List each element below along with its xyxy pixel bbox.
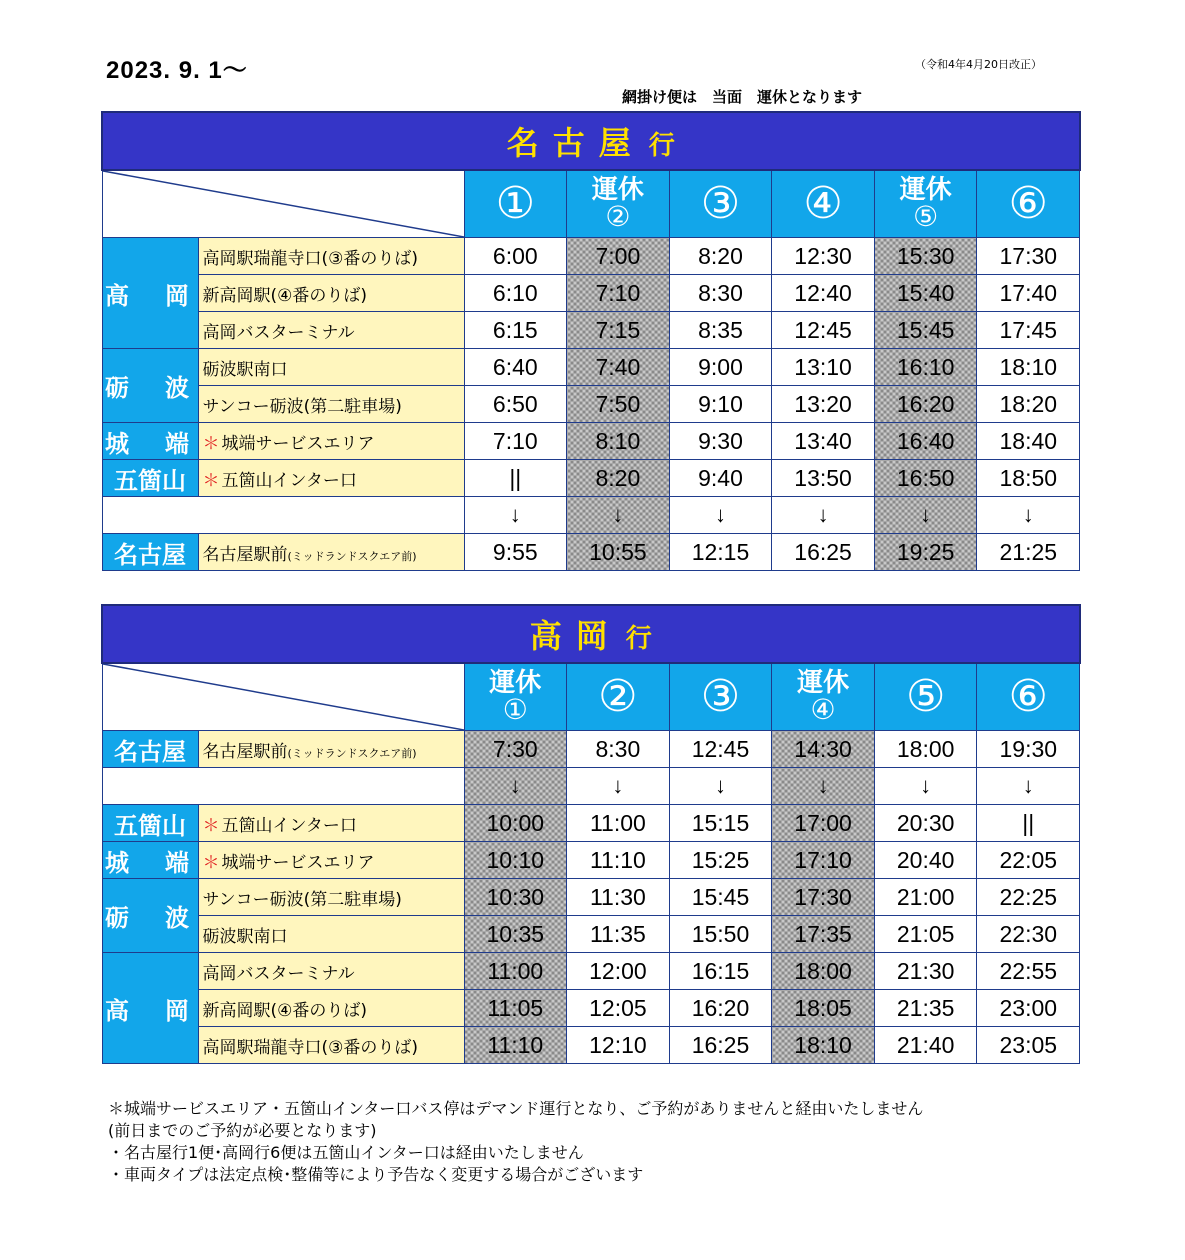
departure-time: 9:10	[669, 386, 772, 423]
departure-time: 7:10	[464, 423, 567, 460]
trip-header-4	[772, 663, 875, 731]
stop-name-text: 高岡バスターミナル	[202, 322, 355, 343]
area-label-gokayama: 五箇山	[102, 460, 198, 497]
stop-name	[198, 990, 464, 1027]
departure-time: 6:50	[464, 386, 567, 423]
departure-time: 9:00	[669, 349, 772, 386]
departure-time: 12:00	[567, 953, 670, 990]
area-label-tonami: 砺 波	[102, 879, 198, 953]
stop-name-text: 高岡駅瑞龍寺口(③番のりば)	[202, 248, 419, 269]
departure-time: 16:50	[874, 460, 977, 497]
departure-time: 7:15	[567, 312, 670, 349]
departure-time: 17:30	[772, 879, 875, 916]
stop-row	[102, 1027, 1080, 1064]
departure-time: 18:00	[874, 731, 977, 768]
departure-time: 9:30	[669, 423, 772, 460]
arrow-cell: ↓	[874, 768, 977, 805]
trip-header-4	[772, 170, 875, 238]
departure-time: 8:30	[567, 731, 670, 768]
stop-row	[102, 916, 1080, 953]
departure-time: 7:30	[464, 731, 567, 768]
stop-row	[102, 275, 1080, 312]
departure-time: 6:00	[464, 238, 567, 275]
stop-row	[102, 534, 1080, 571]
trip-header-3	[669, 170, 772, 238]
arrow-cell: ↓	[669, 768, 772, 805]
timetable-to-nagoya	[101, 111, 1081, 571]
departure-time: 7:50	[567, 386, 670, 423]
stop-name-text: 新高岡駅(④番のりば)	[202, 1000, 368, 1021]
revision-note: （令和4年4月20日改正）	[915, 58, 1042, 71]
arrow-cell: ↓	[977, 768, 1080, 805]
departure-time: 11:00	[567, 805, 670, 842]
departure-time: 15:40	[874, 275, 977, 312]
departure-time: 11:35	[567, 916, 670, 953]
departure-time: 22:30	[977, 916, 1080, 953]
arrow-cell: ↓	[567, 497, 670, 534]
trip-header-6	[977, 170, 1080, 238]
stop-name	[198, 879, 464, 916]
stop-name-text: 名古屋駅前	[202, 741, 288, 762]
stop-name-text: 高岡駅瑞龍寺口(③番のりば)	[202, 1037, 419, 1058]
stop-row	[102, 349, 1080, 386]
stop-row	[102, 805, 1080, 842]
area-label-nagoya: 名古屋	[102, 534, 198, 571]
departure-time: 17:40	[977, 275, 1080, 312]
departure-time: 11:30	[567, 879, 670, 916]
footnote: (前日までのご予約が必要となります)	[108, 1121, 377, 1140]
departure-time: 10:35	[464, 916, 567, 953]
departure-time: 13:40	[772, 423, 875, 460]
stop-name	[198, 805, 464, 842]
blank-cell	[102, 497, 464, 534]
departure-time: 17:35	[772, 916, 875, 953]
departure-time: 21:25	[977, 534, 1080, 571]
trip-header-1	[464, 663, 567, 731]
departure-time: 12:45	[772, 312, 875, 349]
trip-number: ③	[700, 671, 741, 722]
trip-number: ②	[598, 671, 638, 722]
departure-time: 21:05	[874, 916, 977, 953]
departure-time: 23:00	[977, 990, 1080, 1027]
stop-row	[102, 731, 1080, 768]
departure-time: ||	[464, 460, 567, 497]
departure-time: 17:10	[772, 842, 875, 879]
destination-suffix: 行	[648, 131, 675, 161]
stop-name-text: 高岡バスターミナル	[202, 963, 355, 984]
stop-name-text: 城端サービスエリア	[221, 433, 375, 454]
stop-name	[198, 312, 464, 349]
footnote: ・車両タイプは法定点検･整備等により予告なく変更する場合がございます	[108, 1165, 644, 1184]
trip-number: ⑥	[1008, 671, 1048, 722]
departure-time: 15:45	[669, 879, 772, 916]
stop-row	[102, 953, 1080, 990]
trip-header-6	[977, 663, 1080, 731]
destination-name: 名古屋	[506, 124, 645, 162]
stop-name	[198, 460, 464, 497]
departure-time: 16:20	[874, 386, 977, 423]
stop-row	[102, 386, 1080, 423]
suspended-label: 運休	[591, 175, 644, 205]
stop-name	[198, 534, 464, 571]
arrow-cell: ↓	[772, 768, 875, 805]
departure-time: 22:25	[977, 879, 1080, 916]
departure-time: 15:15	[669, 805, 772, 842]
stop-name-text: サンコー砺波(第二駐車場)	[202, 889, 402, 910]
departure-time: 7:10	[567, 275, 670, 312]
suspended-label: 運休	[899, 175, 952, 205]
arrow-row	[102, 497, 1080, 534]
trip-number: ⑥	[1008, 178, 1048, 229]
departure-time: 9:40	[669, 460, 772, 497]
departure-time: 8:20	[669, 238, 772, 275]
trip-number: ①	[502, 693, 528, 726]
stop-name	[198, 349, 464, 386]
stop-name-text: 五箇山インター口	[221, 470, 357, 491]
departure-time: 15:45	[874, 312, 977, 349]
destination-suffix: 行	[625, 624, 652, 654]
departure-time: 21:40	[874, 1027, 977, 1064]
stop-name	[198, 916, 464, 953]
suspended-label: 運休	[489, 668, 542, 698]
arrow-cell: ↓	[464, 768, 567, 805]
departure-time: 8:30	[669, 275, 772, 312]
stop-name	[198, 238, 464, 275]
departure-time: 18:10	[772, 1027, 875, 1064]
area-label-takaoka: 高 岡	[102, 953, 198, 1064]
stop-row	[102, 990, 1080, 1027]
departure-time: 16:10	[874, 349, 977, 386]
departure-time: 12:05	[567, 990, 670, 1027]
suspended-label: 運休	[797, 668, 850, 698]
stop-name-text: 城端サービスエリア	[221, 852, 375, 873]
trip-header-row	[102, 170, 1080, 238]
stop-row	[102, 879, 1080, 916]
stop-subname: (ミッドランドスクエア前)	[287, 746, 417, 760]
departure-time: 6:40	[464, 349, 567, 386]
area-label-tonami: 砺 波	[102, 349, 198, 423]
departure-time: 18:20	[977, 386, 1080, 423]
departure-time: ||	[977, 805, 1080, 842]
departure-time: 12:45	[669, 731, 772, 768]
departure-time: 6:10	[464, 275, 567, 312]
departure-time: 13:50	[772, 460, 875, 497]
trip-header-5	[874, 663, 977, 731]
trip-number: ③	[700, 178, 741, 229]
departure-time: 10:00	[464, 805, 567, 842]
demand-mark: ＊	[202, 470, 220, 491]
departure-time: 19:25	[874, 534, 977, 571]
arrow-row	[102, 768, 1080, 805]
trip-number: ④	[810, 693, 836, 726]
stop-row	[102, 238, 1080, 275]
departure-time: 16:25	[669, 1027, 772, 1064]
stop-name	[198, 1027, 464, 1064]
departure-time: 11:10	[567, 842, 670, 879]
footnote: ・名古屋行1便･高岡行6便は五箇山インター口は経由いたしません	[108, 1143, 584, 1162]
trip-number: ⑤	[913, 200, 939, 233]
departure-time: 16:25	[772, 534, 875, 571]
stop-name	[198, 275, 464, 312]
departure-time: 21:30	[874, 953, 977, 990]
stop-row	[102, 842, 1080, 879]
departure-time: 17:30	[977, 238, 1080, 275]
departure-time: 10:10	[464, 842, 567, 879]
departure-time: 11:10	[464, 1027, 567, 1064]
stop-name-text: 砺波駅南口	[202, 926, 288, 947]
timetable-title	[102, 605, 1080, 663]
trip-header-1	[464, 170, 567, 238]
departure-time: 8:10	[567, 423, 670, 460]
departure-time: 18:05	[772, 990, 875, 1027]
stop-name	[198, 842, 464, 879]
area-label-johana: 城 端	[102, 842, 198, 879]
footnote: ＊城端サービスエリア・五箇山インター口バス停はデマンド運行となり、ご予約がありませんと経由いたしません	[108, 1099, 924, 1118]
departure-time: 11:00	[464, 953, 567, 990]
departure-time: 13:20	[772, 386, 875, 423]
stop-name-text: 砺波駅南口	[202, 359, 288, 380]
departure-time: 19:30	[977, 731, 1080, 768]
departure-time: 15:50	[669, 916, 772, 953]
departure-time: 21:35	[874, 990, 977, 1027]
departure-time: 18:50	[977, 460, 1080, 497]
shading-note: 網掛け便は 当面 運休となります	[622, 88, 863, 106]
departure-time: 23:05	[977, 1027, 1080, 1064]
timetable-to-takaoka	[101, 604, 1081, 1064]
effective-date: 2023. 9. 1～	[106, 57, 248, 84]
area-label-takaoka: 高 岡	[102, 238, 198, 349]
trip-header-2	[567, 170, 670, 238]
departure-time: 12:40	[772, 275, 875, 312]
trip-header-5	[874, 170, 977, 238]
stop-name	[198, 731, 464, 768]
stop-subname: (ミッドランドスクエア前)	[287, 549, 417, 563]
trip-number: ①	[495, 178, 536, 229]
demand-mark: ＊	[202, 852, 220, 873]
header-corner	[102, 170, 464, 238]
arrow-cell: ↓	[567, 768, 670, 805]
stop-name-text: 新高岡駅(④番のりば)	[202, 285, 368, 306]
timetable-title	[102, 112, 1080, 170]
departure-time: 10:55	[567, 534, 670, 571]
departure-time: 18:40	[977, 423, 1080, 460]
trip-number: ②	[605, 200, 631, 233]
departure-time: 7:40	[567, 349, 670, 386]
trip-header-2	[567, 663, 670, 731]
trip-number: ④	[803, 178, 843, 229]
departure-time: 22:55	[977, 953, 1080, 990]
trip-header-row	[102, 663, 1080, 731]
departure-time: 18:10	[977, 349, 1080, 386]
departure-time: 18:00	[772, 953, 875, 990]
trip-header-3	[669, 663, 772, 731]
stop-name	[198, 423, 464, 460]
departure-time: 20:30	[874, 805, 977, 842]
stop-name-text: サンコー砺波(第二駐車場)	[202, 396, 402, 417]
stop-name	[198, 953, 464, 990]
demand-mark: ＊	[202, 433, 220, 454]
departure-time: 14:30	[772, 731, 875, 768]
area-label-nagoya: 名古屋	[102, 731, 198, 768]
arrow-cell: ↓	[464, 497, 567, 534]
departure-time: 17:00	[772, 805, 875, 842]
stop-name	[198, 386, 464, 423]
departure-time: 8:20	[567, 460, 670, 497]
departure-time: 7:00	[567, 238, 670, 275]
departure-time: 6:15	[464, 312, 567, 349]
departure-time: 11:05	[464, 990, 567, 1027]
departure-time: 8:35	[669, 312, 772, 349]
departure-time: 12:10	[567, 1027, 670, 1064]
stop-row	[102, 423, 1080, 460]
stop-name-text: 五箇山インター口	[221, 815, 357, 836]
area-label-gokayama: 五箇山	[102, 805, 198, 842]
area-label-johana: 城 端	[102, 423, 198, 460]
footnotes	[108, 1098, 923, 1186]
departure-time: 15:25	[669, 842, 772, 879]
stop-name-text: 名古屋駅前	[202, 544, 288, 565]
blank-cell	[102, 768, 464, 805]
departure-time: 12:30	[772, 238, 875, 275]
arrow-cell: ↓	[977, 497, 1080, 534]
header-corner	[102, 663, 464, 731]
departure-time: 16:40	[874, 423, 977, 460]
stop-row	[102, 460, 1080, 497]
departure-time: 12:15	[669, 534, 772, 571]
departure-time: 15:30	[874, 238, 977, 275]
arrow-cell: ↓	[772, 497, 875, 534]
departure-time: 20:40	[874, 842, 977, 879]
arrow-cell: ↓	[874, 497, 977, 534]
demand-mark: ＊	[202, 815, 220, 836]
departure-time: 9:55	[464, 534, 567, 571]
departure-time: 22:05	[977, 842, 1080, 879]
departure-time: 17:45	[977, 312, 1080, 349]
departure-time: 10:30	[464, 879, 567, 916]
departure-time: 13:10	[772, 349, 875, 386]
departure-time: 21:00	[874, 879, 977, 916]
departure-time: 16:20	[669, 990, 772, 1027]
stop-row	[102, 312, 1080, 349]
trip-number: ⑤	[905, 671, 946, 722]
arrow-cell: ↓	[669, 497, 772, 534]
destination-name: 高岡	[529, 617, 622, 655]
departure-time: 16:15	[669, 953, 772, 990]
